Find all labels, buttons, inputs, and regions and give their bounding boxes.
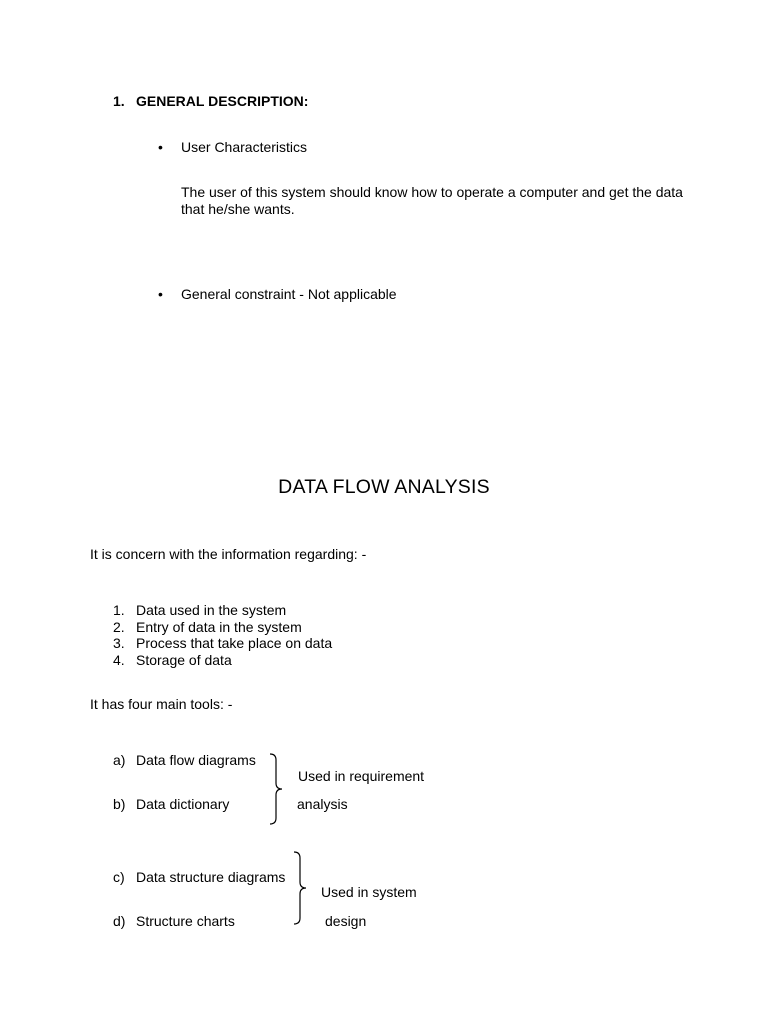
tool-item: Data dictionary [136, 796, 230, 812]
bullet-label-general-constraint: General constraint - Not applicable [181, 286, 397, 302]
list-item: Data used in the system [136, 602, 287, 618]
tool-letter: b) [113, 796, 126, 812]
tool-letter: c) [113, 869, 125, 885]
tool-letter: d) [113, 913, 126, 929]
tool-item: Data structure diagrams [136, 869, 286, 885]
user-characteristics-text-line-2: that he/she wants. [181, 201, 295, 217]
group-note-requirement-line-2: analysis [297, 796, 348, 812]
list-number: 2. [113, 619, 125, 635]
list-item: Process that take place on data [136, 635, 333, 651]
tool-item: Structure charts [136, 913, 235, 929]
list-number: 4. [113, 652, 125, 668]
list-number: 3. [113, 635, 125, 651]
list-number: 1. [113, 602, 125, 618]
tools-intro: It has four main tools: - [90, 696, 233, 712]
tool-item: Data flow diagrams [136, 752, 256, 768]
bullet-symbol: • [158, 139, 163, 155]
bullet-symbol: • [158, 286, 163, 302]
right-brace-icon [266, 752, 286, 826]
group-note-design-line-1: Used in system [321, 884, 417, 900]
intro-paragraph: It is concern with the information regarding: - [90, 546, 367, 562]
tool-letter: a) [113, 752, 126, 768]
page-heading: DATA FLOW ANALYSIS [278, 476, 490, 498]
user-characteristics-text-line-1: The user of this system should know how to operate a computer and get the data [181, 184, 683, 200]
bullet-label-user-characteristics: User Characteristics [181, 139, 308, 155]
section-title: GENERAL DESCRIPTION: [136, 93, 309, 109]
section-number: 1. [113, 93, 125, 109]
group-note-design-line-2: design [325, 913, 367, 929]
list-item: Storage of data [136, 652, 232, 668]
list-item: Entry of data in the system [136, 619, 302, 635]
right-brace-icon [290, 850, 310, 926]
group-note-requirement-line-1: Used in requirement [298, 768, 425, 784]
